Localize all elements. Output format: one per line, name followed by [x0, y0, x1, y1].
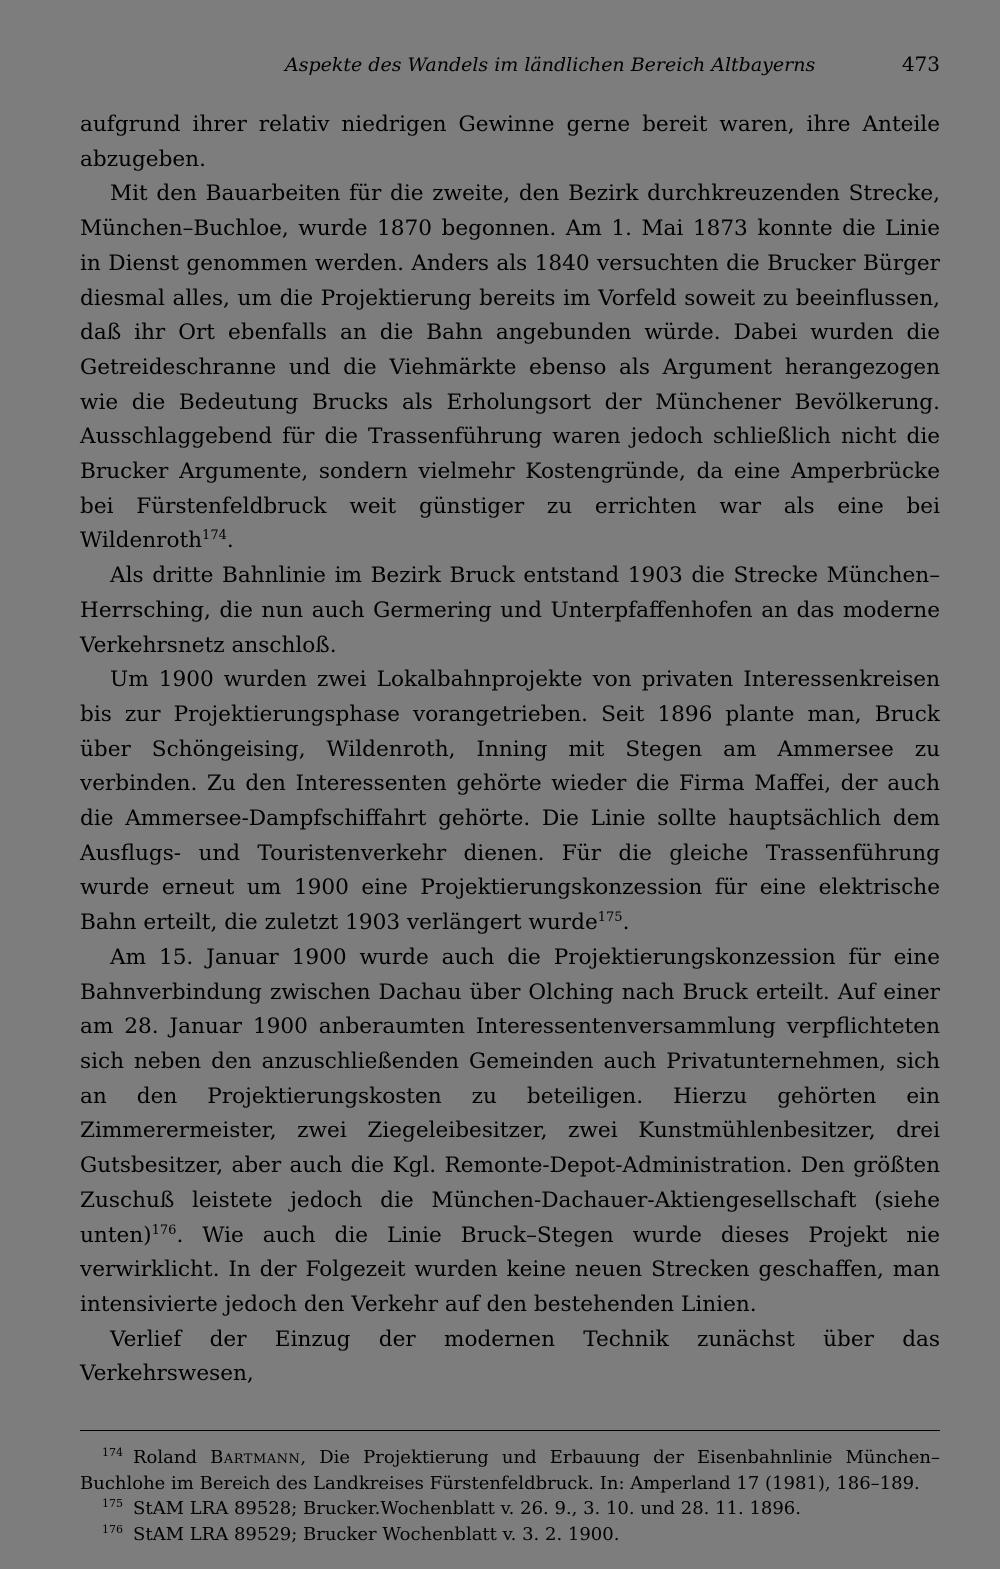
- paragraph-4-text: Um 1900 wurden zwei Lokalbahnprojekte von privaten Interessenkreisen bis zur Projektierungsphase vorangetrieben. Seit 1896 plante man, Bruck über Schöngeising, Wildenroth, Inning mit Stegen am Ammersee zu verbinden. Zu den Interessenten gehörte wieder die Firma Maffei, der auch die Ammersee-Dampfschiffahrt gehörte. Die Linie sollte hauptsächlich dem Ausflugs- und Touristenverkehr dienen. Für die gleiche Trassenführung wurde erneut um 1900 eine Projektierungskonzession für eine elektrische Bahn erteilt, die zuletzt 1903 verlängert wurde: [80, 667, 940, 936]
- paragraph-1: aufgrund ihrer relativ niedrigen Gewinne gerne bereit waren, ihre Anteile abzugeben.: [80, 112, 940, 172]
- footnote-number-176: 176: [102, 1522, 123, 1536]
- paragraph-5-rest: . Wie auch die Linie Bruck–Stegen wurde dieses Projekt nie verwirklicht. In der Folgezeit wurden keine neuen Strecken geschaffen, man intensivierte jedoch den Verkehr auf den bestehenden Linien.: [80, 1222, 940, 1317]
- footnote-number-175: 175: [102, 1497, 123, 1511]
- paragraph-2: [80, 177, 940, 559]
- page-number: 473: [901, 52, 940, 76]
- paragraph-5-text: Am 15. Januar 1900 wurde auch die Projektierungskonzession für eine Bahnverbindung zwischen Dachau über Olching nach Bruck erteilt. Auf einer am 28. Januar 1900 anberaumten Interessentenversammlung verpflichteten sich neben den anzuschließenden Gemeinden auch Privatunternehmen, sich an den Projektierungskosten zu beteiligen. Hierzu gehörten ein Zimmerermeister, zwei Ziegeleibesitzer, zwei Kunstmühlenbesitzer, drei Gutsbesitzer, aber auch die Kgl. Remonte-Depot-Administration. Den größten Zuschuß leistete jedoch die München-Dachauer-Aktiengesellschaft (siehe unten): [80, 944, 940, 1248]
- footnote-176-text: StAM LRA 89529; Brucker Wochenblatt v. 3. 2. 1900.: [133, 1523, 620, 1545]
- footnote-175: [80, 1496, 940, 1522]
- footnote-ref-176: 176: [151, 1222, 177, 1238]
- book-page: [80, 52, 940, 1547]
- paragraph-2-text: Mit den Bauarbeiten für die zweite, den Bezirk durchkreuzenden Strecke, München–Buchloe, wurde 1870 begonnen. Am 1. Mai 1873 konnte die Linie in Dienst genommen werden. Anders als 1840 versuchten die Brucker Bürger diesmal alles, um die Projektierung bereits im Vorfeld soweit zu beeinflussen, daß ihr Ort ebenfalls an die Bahn angebunden würde. Dabei wurden die Getreideschranne und die Viehmärkte ebenso als Argument herangezogen wie die Bedeutung Brucks als Erholungsort der Münchener Bevölkerung. Ausschlaggebend für die Trassenführung waren jedoch schließlich nicht die Brucker Argumente, sondern vielmehr Kostengründe, da eine Amperbrücke bei Fürstenfeldbruck weit günstiger zu errichten war als eine bei Wildenroth: [80, 181, 940, 554]
- paragraph-3: Als dritte Bahnlinie im Bezirk Bruck entstand 1903 die Strecke München–Herrsching, die nun auch Germering und Unterpfaffenhofen an das moderne Verkehrsnetz anschloß.: [80, 563, 940, 658]
- paragraph-2-end: .: [226, 528, 234, 554]
- footnote-175-text: StAM LRA 89528; Brucker.Wochenblatt v. 26. 9., 3. 10. und 28. 11. 1896.: [133, 1498, 801, 1520]
- footnote-ref-174: 174: [202, 528, 227, 544]
- body-text: [80, 108, 940, 1392]
- footnote-174: [80, 1445, 940, 1496]
- paragraph-4-end: .: [622, 910, 630, 936]
- footnote-ref-175: 175: [597, 909, 623, 925]
- footnote-rule: [80, 1430, 940, 1431]
- paragraph-5: [80, 941, 940, 1323]
- paragraph-6: Verlief der Einzug der modernen Technik zunächst über das Verkehrswesen,: [80, 1326, 940, 1387]
- paragraph-4: [80, 663, 940, 941]
- footnote-176: [80, 1522, 940, 1548]
- footnote-174-lead: Roland: [133, 1447, 211, 1469]
- running-header: [80, 52, 940, 76]
- footnote-174-text: , Die Projektierung und Erbauung der Eisenbahnlinie München–Buchlohe im Bereich des Landkreises Fürstenfeldbruck. In: Amperland 17 (1981), 186–189.: [80, 1447, 941, 1494]
- running-title: Aspekte des Wandels im ländlichen Bereich Altbayerns: [285, 54, 816, 76]
- footnote-174-author: Bartmann: [210, 1447, 301, 1469]
- footnotes: [80, 1445, 940, 1547]
- footnote-number-174: 174: [102, 1446, 123, 1460]
